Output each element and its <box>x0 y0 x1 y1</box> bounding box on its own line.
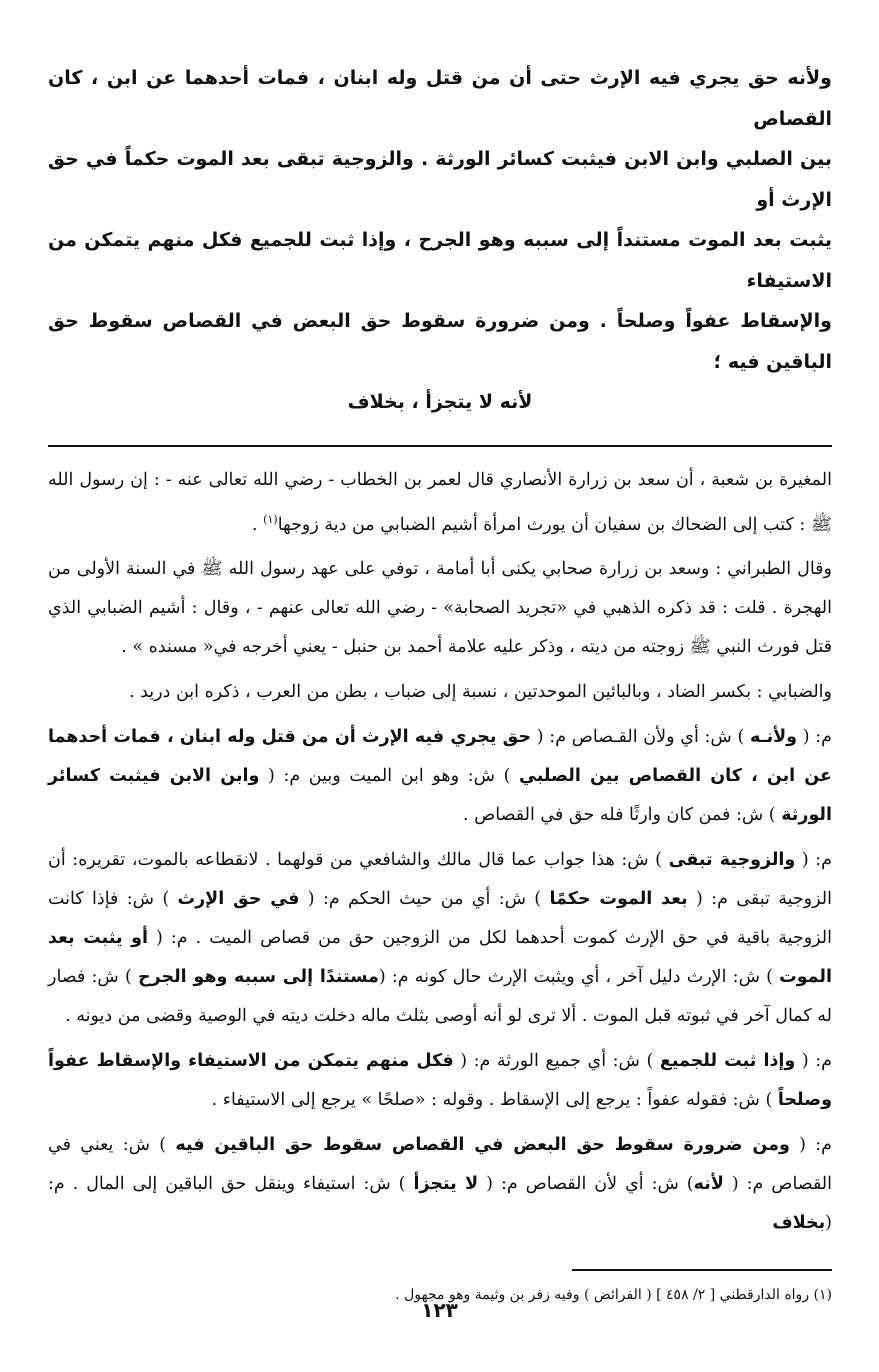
sharh-text: ) ش: يعني في القصاص م: ( <box>48 1135 832 1195</box>
main-line: بين الصلبي وابن الابن فيثبت كسائر الورثة . والزوجية تبقى بعد الموت حكماً في حق الإرث أو <box>48 148 832 211</box>
matn-quote: ولأنـه <box>749 727 798 748</box>
matn-quote: ومن ضرورة سقوط حق البعض في القصاص سقوط حق الباقين فيه <box>175 1135 790 1156</box>
marker: م: ( <box>797 727 833 748</box>
sharh-text: ) ش: أي من حيث الحكم م: ( <box>299 889 550 910</box>
sharh-text: ) ش: أي لأن القصاص م: ( <box>478 1174 694 1195</box>
sharh-text: ) ش: فإذا كانت الزوجية باقية في حق الإرث كموت أحدهما لكل من الزوجين حق من قصاص الميت . م: ( <box>48 889 832 949</box>
matn-quote: لا يتجزأ <box>413 1174 479 1195</box>
commentary-line: رسول الله ﷺ : كتب إلى الضحاك بن سفيان أن يورث امرأة أشيم الضبابي من دية زوجها <box>48 469 832 535</box>
separator-rule <box>48 445 832 447</box>
main-line: ولأنه حق يجري فيه الإرث حتى أن من قتل وله ابنان ، فمات أحدهما عن ابن ، كان القصاص <box>48 67 832 130</box>
footnote-rule <box>572 1269 832 1271</box>
commentary-paragraph: وقال الطبراني : وسعد بن زرارة صحابي يكنى أبا أمامة ، توفي على عهد رسول الله ﷺ في السنة الأولى من الهجرة . قلت : قد ذكره الذهبي في «تجريد الصحابة» - رضي الله تعالى عنهم - ، وقال : أشيم الضبابي الذي قتل فورث النبي ﷺ زوجته من ديته ، وذكر عليه علامة أحمد بن حنبل - يعني أخرجه في« مسنده » . <box>48 559 832 658</box>
footnote-marker[interactable]: (١) <box>263 512 278 526</box>
sharh-text: ) ش: وهو ابن الميت وبين م: ( <box>259 766 520 787</box>
footnote: (١) رواه الدارقطني [ ٢/ ٤٥٨ ] ( الفرائض ) وفيه زفر بن وثيمة وهو مجهول . <box>395 1287 832 1304</box>
sharh-text: ) ش: استيفاء وينقل حق الباقين إلى المال . م: ( <box>48 1174 832 1234</box>
commentary-line: المغيرة بن شعبة ، أن سعد بن زرارة الأنصاري قال لعمر بن الخطاب - رضي الله تعالى عنه - : إن <box>130 469 832 490</box>
matn-quote: في حق الإرث <box>177 889 300 910</box>
marker: م: ( <box>795 850 833 871</box>
matn-quote: فكل منهم يتمكن من الاستيفاء والإسقاط عفواً وصلحاً <box>48 1051 832 1111</box>
commentary-paragraph <box>48 1126 832 1243</box>
matn-quote: وابن الابن فيثبت كسائر الورثة <box>48 766 832 826</box>
commentary-end: . <box>252 514 264 535</box>
sharh-text: ) ش: أي ولأن القـصاص م: ( <box>531 727 750 748</box>
commentary-paragraph <box>48 461 832 545</box>
marker: م: ( <box>795 1051 833 1072</box>
sharh-text: ) ش: فمن كان وارثًا فله حق في القصاص . <box>463 805 782 826</box>
commentary-paragraph <box>48 1042 832 1120</box>
commentary-paragraph: والضبابي : بكسر الضاد ، وبالبائين الموحدتين ، نسبة إلى ضباب ، بطن من العرب ، ذكره ابن دريد . <box>128 682 832 703</box>
matn-quote: والزوجية تبقى <box>668 850 796 871</box>
commentary-paragraph <box>48 841 832 1036</box>
commentary-paragraph <box>48 718 832 835</box>
main-line: يثبت بعد الموت مستنداً إلى سببه وهو الجرح ، وإذا ثبت للجميع فكل منهم يتمكن من الاستيفاء <box>48 229 832 292</box>
sharh-text: ) ش: فصار له كمال آخر في ثبوته قبل الموت . ألا ترى لو أنه أوصى بثلث ماله دخلت ديته في الوصية وقضى من ديونه . <box>48 967 832 1027</box>
main-line: لأنه لا يتجزأ ، بخلاف <box>347 391 533 413</box>
matn-quote: مستندًا إلى سببه وهو الجرح <box>137 967 379 988</box>
sharh-text: ) ش: أي جميع الورثة م: ( <box>453 1051 660 1072</box>
page <box>48 58 832 1309</box>
main-line: والإسقاط عفواً وصلحاً . ومن ضرورة سقوط حق البعض في القصاص سقوط حق الباقين فيه ؛ <box>48 310 832 373</box>
commentary <box>48 461 832 1244</box>
sharh-text: ) ش: فقوله عفواً : يرجع إلى الإسقاط . وقوله : «صلحًا » يرجع إلى الاستيفاء . <box>211 1090 778 1111</box>
matn-quote: وإذا ثبت للجميع <box>659 1051 796 1072</box>
matn-quote: بخلاف <box>772 1213 826 1234</box>
main-text <box>48 58 832 423</box>
sharh-text: ) ش: الإرث دليل آخر ، أي ويثبت الإرث حال كونه م: ( <box>378 967 780 988</box>
matn-quote: حق يجري فيه الإرث أن من قتل وله ابنان ، فمات أحدهما عن ابن ، كان القصاص بين الصلبي <box>48 727 833 787</box>
matn-quote: بعد الموت حكمًا <box>549 889 688 910</box>
marker: م: ( <box>789 1135 832 1156</box>
page-number: ١٢٣ <box>421 1298 458 1322</box>
matn-quote: أو يثبت بعد الموت <box>48 928 832 988</box>
matn-quote: لأنه <box>693 1174 724 1195</box>
sharh-text: ) ش: هذا جواب عما قال مالك والشافعي من قولهما . لانقطاعه بالموت، تقريره: أن الزوجية تبقى م: ( <box>48 850 832 910</box>
